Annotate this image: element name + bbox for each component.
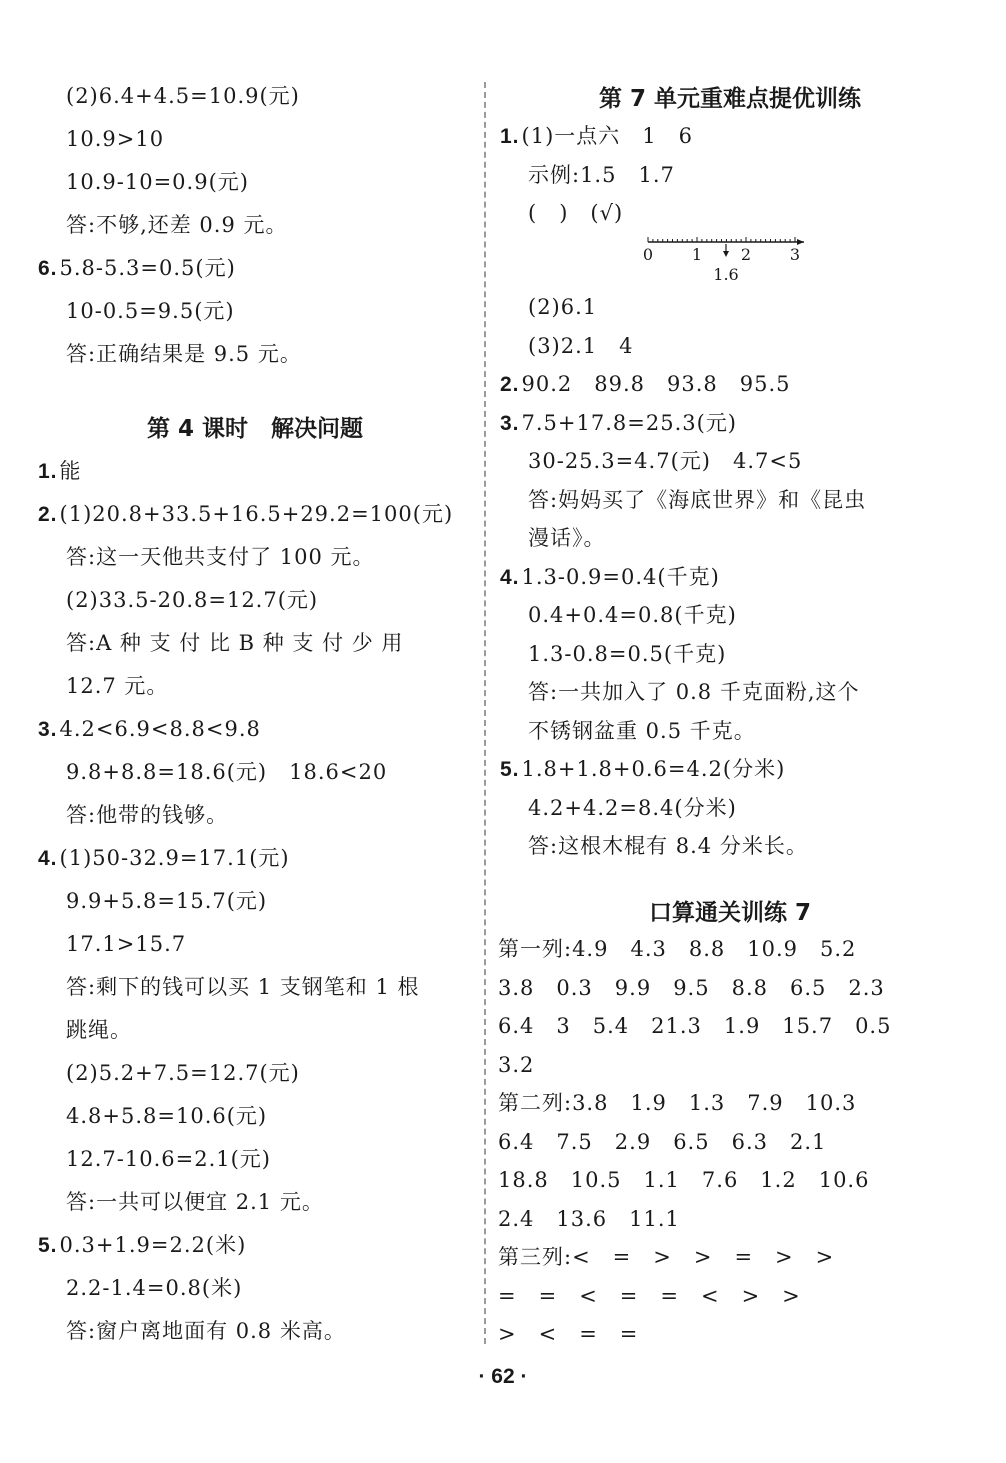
line-text: 30-25.3=4.7(元) 4.7<5 [528,449,803,473]
text-line [66,1316,346,1346]
text-line [500,121,693,152]
line-text: 1.3-0.9=0.4(千克) [521,564,720,589]
line-text: 18.8 10.5 1.1 7.6 1.2 10.6 [498,1168,870,1192]
text-line [500,562,720,593]
line-text: 答:这根木棍有 8.4 分米长。 [528,834,808,858]
tick-label-1: 1 [691,245,703,264]
text-line [498,1127,826,1157]
text-line [528,639,726,669]
line-text: 0.4+0.4=0.8(千克) [528,603,737,627]
text-line [38,499,453,530]
line-text: 9.9+5.8=15.7(元) [66,889,268,913]
text-line [528,485,866,515]
number-line-ticks [648,237,795,242]
line-text: 第一列:4.9 4.3 8.8 10.9 5.2 [498,937,857,961]
line-text: 4.8+5.8=10.6(元) [66,1104,268,1128]
line-text: ( ) (√) [528,201,624,225]
text-line [66,296,235,326]
text-line [498,973,885,1003]
line-text: 90.2 89.8 93.8 95.5 [521,372,791,396]
text-line [498,1319,638,1349]
text-line [528,793,737,823]
line-text: 0.3+1.9=2.2(米) [59,1233,247,1257]
question-number: 1. [500,125,520,148]
line-text: 答:不够,还差 0.9 元。 [66,213,288,237]
line-text: (2)6.1 [528,295,598,319]
line-text: (1)一点六 1 6 [521,124,693,148]
text-line [66,757,387,787]
section-title-mental-math: 口算通关训练 7 [648,900,811,926]
line-text: 17.1>15.7 [66,932,187,956]
text-line [38,253,236,284]
text-line [66,800,228,830]
line-text: 3.2 [498,1052,535,1077]
line-text: 7.5+17.8=25.3(元) [521,410,738,435]
line-text: 9.8+8.8=18.6(元) 18.6<20 [66,760,388,784]
question-number: 4. [38,847,58,870]
line-text: = = < = = < > > [498,1283,801,1308]
line-text: (2)6.4+4.5=10.9(元) [66,84,300,108]
text-line [528,677,860,707]
text-line [498,1011,891,1041]
text-line [66,1187,324,1217]
text-line [528,198,623,228]
text-line [498,1165,869,1195]
line-text: 1.8+1.8+0.6=4.2(分米) [521,757,786,781]
line-text: 5.8-5.3=0.5(元) [59,256,236,280]
text-line [498,934,856,964]
line-text: 能 [59,459,82,483]
line-text: > < = = [498,1322,639,1346]
marker-label: 1.6 [713,265,739,284]
text-line [66,1273,242,1303]
line-text: 4.2<6.9<8.8<9.8 [59,717,261,741]
text-line [500,408,737,439]
line-text: 10.9-10=0.9(元) [66,170,249,194]
line-text: (2)5.2+7.5=12.7(元) [66,1061,300,1085]
question-number: 3. [500,411,520,435]
line-text: (2)33.5-20.8=12.7(元) [66,588,319,612]
text-line [38,456,82,487]
text-line [528,831,808,861]
line-text: 答:他带的钱够。 [66,803,229,827]
text-line [528,331,634,361]
line-text: 答:这一天他共支付了 100 元。 [66,545,375,569]
text-line [38,714,261,745]
question-number: 6. [38,257,58,280]
text-line [66,124,164,154]
line-text: 答:窗户离地面有 0.8 米高。 [66,1319,346,1343]
line-text: 第三列:< = > > = > > [498,1245,835,1269]
text-line [66,886,267,916]
line-text: 2.2-1.4=0.8(米) [66,1276,243,1300]
question-number: 1. [38,460,58,483]
text-line [528,523,606,553]
line-text: 不锈钢盆重 0.5 千克。 [528,718,756,743]
text-line [528,716,756,746]
text-line [498,1281,801,1311]
text-line [66,671,168,701]
text-line [66,81,300,111]
tick-label-0: 0 [642,245,654,264]
text-line [498,1088,856,1118]
question-number: 4. [500,565,520,589]
text-line [66,628,403,658]
text-line [66,972,420,1002]
line-text: 答:A 种 支 付 比 B 种 支 付 少 用 [66,631,404,655]
text-line [66,1015,132,1045]
line-text: 4.2+4.2=8.4(分米) [528,795,737,820]
line-text: 12.7 元。 [66,674,169,698]
line-text: 答:剩下的钱可以买 1 支钢笔和 1 根 [66,975,420,999]
column-divider [484,82,486,1344]
question-number: 3. [38,718,58,741]
section-title-lesson4: 第 4 课时 解决问题 [146,416,364,442]
line-text: 答:一共加入了 0.8 千克面粉,这个 [528,680,860,704]
text-line [66,339,302,369]
text-line [500,754,785,785]
page-number: · 62 · [478,1365,528,1388]
line-text: 答:妈妈买了《海底世界》和《昆虫 [528,487,867,512]
tick-label-2: 2 [740,245,752,264]
line-text: 6.4 3 5.4 21.3 1.9 15.7 0.5 [498,1014,892,1038]
line-text: 6.4 7.5 2.9 6.5 6.3 2.1 [498,1129,827,1154]
text-line [528,446,802,476]
question-number: 2. [38,503,58,526]
text-line [38,1230,246,1261]
question-number: 2. [500,373,520,396]
text-line [66,542,375,572]
line-text: 10.9>10 [66,127,165,151]
line-text: (3)2.1 4 [528,333,634,358]
text-line [38,843,290,874]
line-text: (1)20.8+33.5+16.5+29.2=100(元) [59,502,454,526]
question-number: 5. [500,758,520,781]
text-line [66,167,249,197]
line-text: 示例:1.5 1.7 [528,162,675,187]
text-line [66,1144,271,1174]
text-line [498,1204,680,1234]
text-line [66,210,288,240]
tick-label-3: 3 [789,245,801,264]
line-text: 10-0.5=9.5(元) [66,299,235,323]
text-line [498,1242,834,1272]
line-text: 12.7-10.6=2.1(元) [66,1147,271,1171]
text-line [528,292,597,322]
line-text: 1.3-0.8=0.5(千克) [528,641,727,666]
line-text: 答:正确结果是 9.5 元。 [66,342,302,366]
section-title-unit7: 第 7 单元重难点提优训练 [598,86,862,112]
text-line [500,369,791,400]
text-line [66,585,318,615]
text-line [528,160,675,190]
line-text: 2.4 13.6 11.1 [498,1206,680,1231]
line-text: 跳绳。 [66,1018,132,1042]
text-line [66,929,186,959]
line-text: 答:一共可以便宜 2.1 元。 [66,1190,324,1214]
text-line [528,600,737,630]
text-line [66,1101,267,1131]
question-number: 5. [38,1234,58,1257]
line-text: 漫话》。 [528,526,606,550]
line-text: 第二列:3.8 1.9 1.3 7.9 10.3 [498,1091,857,1115]
line-text: (1)50-32.9=17.1(元) [59,846,290,870]
marker-arrow-icon [723,251,729,257]
text-line [66,1058,300,1088]
text-line [498,1050,534,1080]
line-text: 3.8 0.3 9.9 9.5 8.8 6.5 2.3 [498,975,885,1000]
number-line-figure [640,236,815,286]
